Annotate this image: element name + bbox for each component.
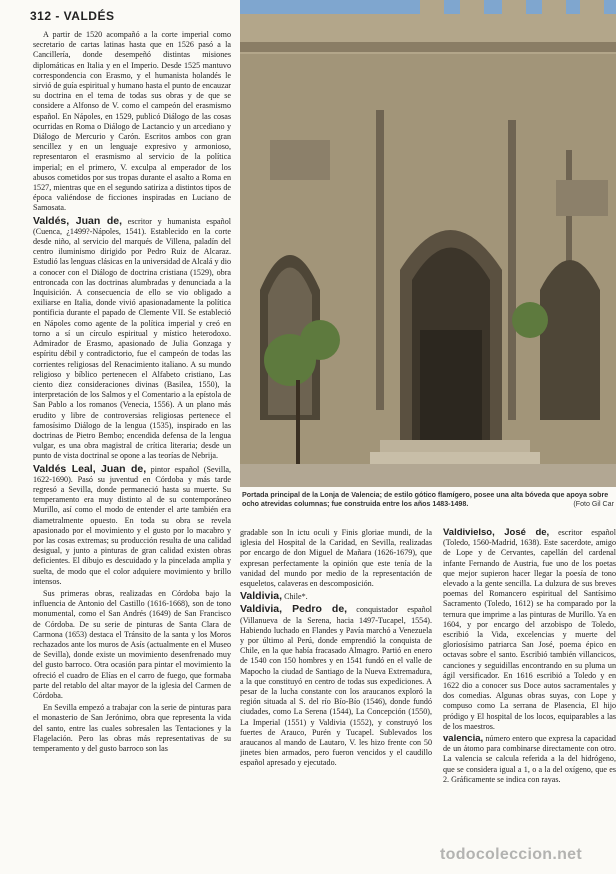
entry-text-valdivielso: escritor español (Toledo, 1560-Madrid, 1638). Este sacerdote, amigo de Lope y de Cervantes, capellán del cardenal infante Fernando de Austria, fue uno de los poetas que mejor supieron hacer llegar la poesía de tono elevado a la gente sencilla. La dulzura de sus breves poemas del Romancero espiritual del Santísimo Sacramento (Toledo, 1612) se ha comparado por la ternura que imprime a las pinturas de Murillo. Ya en 1604, y por encargo del arzobispo de Toledo, escribió la Vida, excelencias y muerte del gloriosísimo patriarca San José, poema épico en octavas sobre el santo. Escribió también villancicos, canciones y seguidillas encontrando en su pluma un ágil versificador. En 1616 escribió a Toledo y en 1622 dio a conocer sus Doce autos sacramentales y dos comedias. Algunas obras suyas, con Lope y compuso como La serrana de Plasencia, El hijo pródigo y El hospital de los locos, equiparables a las de los maestros. <box>443 528 616 731</box>
gothic-portal-illustration <box>240 0 616 487</box>
valdes-leal-paragraph-2: Sus primeras obras, realizadas en Córdoba bajo la influencia de Antonio del Castillo (1616-1668), son de tono monumental, como el San Andrés (1649) de San Francisco de Córdoba. De su serie de pinturas de Santa Clara de Carmona (1653) destaca el Tránsito de la santa y los Moros rechazados ante los muros de Asís (actualmente en el Museo de Sevilla), donde existe un movimiento desenfrenado muy del gusto barroco. Otra ocasión para pintar el movimiento la ofreció el cuadro de Elías en el carro de fuego, que formaba parte del retablo del altar mayor de la iglesia del Carmen de Córdoba. <box>33 588 231 700</box>
entry-headword-juan-valdes: Valdés, Juan de, <box>33 214 122 227</box>
valdes-leal-continuation: gradable son In ictu oculi y Finis gloriae mundi, de la iglesia del Hospital de la Caridad, en Sevilla, realizadas por encargo de don Miguel de Mañara (1626-1679), que expresan perfectamente la opinión que este tenía de la vanidad del mundo por medio de la representación de esqueletos, calaveras en descomposición. <box>240 528 432 589</box>
column-right <box>443 528 616 820</box>
intro-paragraph: A partir de 1520 acompañó a la corte imperial como secretario de cartas latinas hasta que en 1526 pasó a la Cancillería, donde desempeñó distintas misiones diplomáticas en Italia y en el Imperio. Desde 1525 mantuvo correspondencia con Erasmo, y el humanista holandés le sirvió de guía espiritual y humano hasta el punto de encauzar su doctrina en el tema de todas sus obras y de que se considere a Alfonso de V. como el campeón del erasmismo español. En Nápoles, en 1529, publicó Diálogo de las cosas ocurridas en Roma o Diálogo de Lactancio y un arcediano y Diálogo de Mercurio y Carón. Escritos ambos con gran sencillez y en un lenguaje expresivo y armonioso, representaron el erasmismo al servicio de la política imperial; en el primero, V. exculpa al emperador de los abusos cometidos por sus tropas durante el asalto a Roma en 1527, mientras que en el segundo satiriza a distintos tipos de época valiéndose de ficciones inspiradas en Luciano de Samosata. <box>33 30 231 213</box>
entry-text-valdes-leal: pintor español (Sevilla, 1622-1690). Pasó su juventud en Córdoba y más tarde regresó a Sevilla, donde permaneció hasta su muerte. Su temperamento era muy distinto al de su contemporáneo Murillo, así como el modo de entender el arte también era diametralmente opuesto. En toda su obra se revela apasionado por el movimiento y el gusto por lo macabro y por las cosas extremas; su producción resulta de una calidad desigual, y junto a pinturas de gran calidad existen obras deficientes. El dibujo es descuidado y la pincelada amplia y suelta, de modo que el color adquiere movimiento y brillo intensos. <box>33 464 231 586</box>
column-middle <box>240 528 432 820</box>
valdes-leal-paragraph-3: En Sevilla empezó a trabajar con la serie de pinturas para el monasterio de San Jerónimo, obra que representa la vida del santo, entre las cuales sobresalen las Tentaciones y la Flagelación. Pero las obras más representativas de su temperamento y del gusto barroco son las <box>33 703 231 754</box>
entry-text-pedro-valdivia: conquistador español (Villanueva de la Serena, hacia 1497-Tucapel, 1554). Habiendo luchado en Flandes y Pavía marchó a Venezuela y por último al Perú, donde emprendió la conquista de Chile, en la que había fracasado Almagro. Partió en enero de 1540 con 150 hombres y en 1541 fundó en el valle de Mapocho la ciudad de Santiago de la Nueva Extremadura, a la que constituyó en centro de todas sus expediciones. A pesar de la lucha constante con los araucanos exploró la región situada al S. del río Bío-Bío (1546), donde fundó ciudades, como La Serena (1544), La Concepción (1550), La Imperial (1551) y Valdivia (1552), y construyó los fuertes de Arauco, Purén y Tucapel. Sublevados los araucanos al mando de Lautaro, V. les hizo frente con 50 jinetes bien armados, pero fueron vencidos y el caudillo español apresado y ejecutado. <box>240 605 432 768</box>
entry-text-valencia: número entero que expresa la capacidad de un átomo para combinarse directamente con otro. La valencia se calcula referida a la del hidrógeno, que se considera igual a 1, o a la del oxígeno, que es 2. Gráficamente se indica con rayas. <box>443 734 616 784</box>
photo-credit: (Foto Gil Car <box>573 500 614 508</box>
watermark: todocoleccion.net <box>440 846 582 863</box>
entry-headword-pedro-valdivia: Valdivia, Pedro de, <box>240 603 348 616</box>
entry-text-juan-valdes: escritor y humanista español (Cuenca, ¿1499?-Nápoles, 1541). Establecido en la corte desde niño, al servicio del marqués de Villena, paladín del centro iluminismo dirigido por Pedro Ruiz de Alcaraz. Estudió las lenguas clásicas en la universidad de Alcalá y dio a conocer con el Diálogo de doctrina cristiana (1529), obra entroncada con las doctrinas alumbradas y denunciada a la Inquisición. A consecuencia de ello se vio obligado a exiliarse en Italia, donde vivió apasionadamente la política pontificia durante el papado de Clemente VII. Se estableció en Nápoles como agente de la política imperial y creó en torno a sí un círculo espiritual y místico heterodoxo. Admirador de Erasmo, apasionado de Julia Gonzaga y espíritu débil y contradictorio, fue el campeón de todas las corrientes religiosas del Renacimiento italiano. A su mundo religioso y bíblico pertenecen el Alfabeto cristiano, Las ciento diez consideraciones divinas (Basilea, 1550), la interpretación de los Salmos y el Comentario a la epístola de San Pablo a los romanos (Venecia, 1556). A un plano más erudito y libre de controversias religiosas pertenece el famosísimo Diálogo de la lengua (1535), inspirado en las doctrinas de Pietro Bembo; encendida defensa de la lengua vulgar, es una obra magistral de crítica literaria; desde un punto de vista doctrinal se opone a las teorías de Nebrija. <box>33 216 231 461</box>
photo-caption <box>242 491 614 509</box>
column-left <box>33 30 231 820</box>
caption-text: Portada principal de la Lonja de Valencia; de estilo gótico flamígero, posee una alta bóveda que apoya sobre ocho atrevidas columnas; fue construida entre los años 1483-1498. <box>242 491 609 508</box>
entry-headword-valdes-leal: Valdés Leal, Juan de, <box>33 462 147 475</box>
lonja-valencia-photo <box>240 0 616 487</box>
entry-headword-valencia: valencia, <box>443 733 484 745</box>
valdivia-cross-reference: Chile*. <box>284 592 308 602</box>
entry-headword-valdivielso: Valdivielso, José de, <box>443 528 550 538</box>
entry-headword-valdivia: Valdivia, <box>240 590 283 603</box>
page-title: 312 - VALDÉS <box>30 9 115 23</box>
